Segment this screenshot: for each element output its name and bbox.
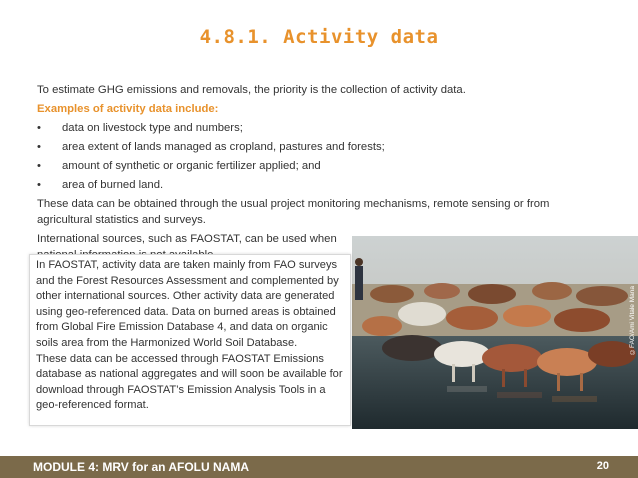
page-number: 20 xyxy=(596,460,609,472)
bullet-icon: • xyxy=(37,179,41,191)
bullet-icon: • xyxy=(37,141,41,153)
module-label: MODULE 4: MRV for an AFOLU NAMA xyxy=(33,460,249,474)
inset-paragraph-2: These data can be accessed through FAOSTAT Emissions database as national aggregates and will soon be available for download through FAOSTAT’s Emission Analysis Tools in a geo-referenced format. xyxy=(36,352,343,412)
inset-paragraph-1: In FAOSTAT, activity data are taken mainly from FAO surveys and the Forest Resources Assessment and complemented by other international sources. Other activity data are generated using geo-referenced data. Data on burned areas is obtained from Global Fire Emission Database 4, and data on organic soils area from the Harmonized World Soil Database. xyxy=(36,259,339,349)
obtained-text: These data can be obtained through the usual project monitoring mechanisms, remote sensing or from agricultural statistics and surveys. xyxy=(37,198,550,226)
examples-label: Examples of activity data include: xyxy=(37,103,219,115)
list-item-text: amount of synthetic or organic fertilizer applied; and xyxy=(62,160,321,172)
faostat-inset xyxy=(29,254,351,426)
list-item xyxy=(37,139,607,155)
list-item-text: area extent of lands managed as cropland, pastures and forests; xyxy=(62,141,385,153)
cattle-photo xyxy=(352,236,638,429)
photo-credit: ©FAO/Ami Vitale Mana xyxy=(629,286,636,356)
international-sources-text: International sources, such as FAOSTAT, can be used when xyxy=(37,233,337,245)
list-item-text: area of burned land. xyxy=(62,179,164,191)
list-item xyxy=(37,158,607,174)
intro-text: To estimate GHG emissions and removals, the priority is the collection of activity data. xyxy=(37,84,466,96)
examples-list xyxy=(37,120,607,193)
footer-bar xyxy=(0,456,638,478)
page-title: 4.8.1. Activity data xyxy=(199,26,439,48)
list-item xyxy=(37,120,607,136)
list-item-text: data on livestock type and numbers; xyxy=(62,122,243,134)
bullet-icon: • xyxy=(37,160,41,172)
bullet-icon: • xyxy=(37,122,41,134)
list-item xyxy=(37,177,607,193)
cattle-watering-image xyxy=(352,236,638,429)
